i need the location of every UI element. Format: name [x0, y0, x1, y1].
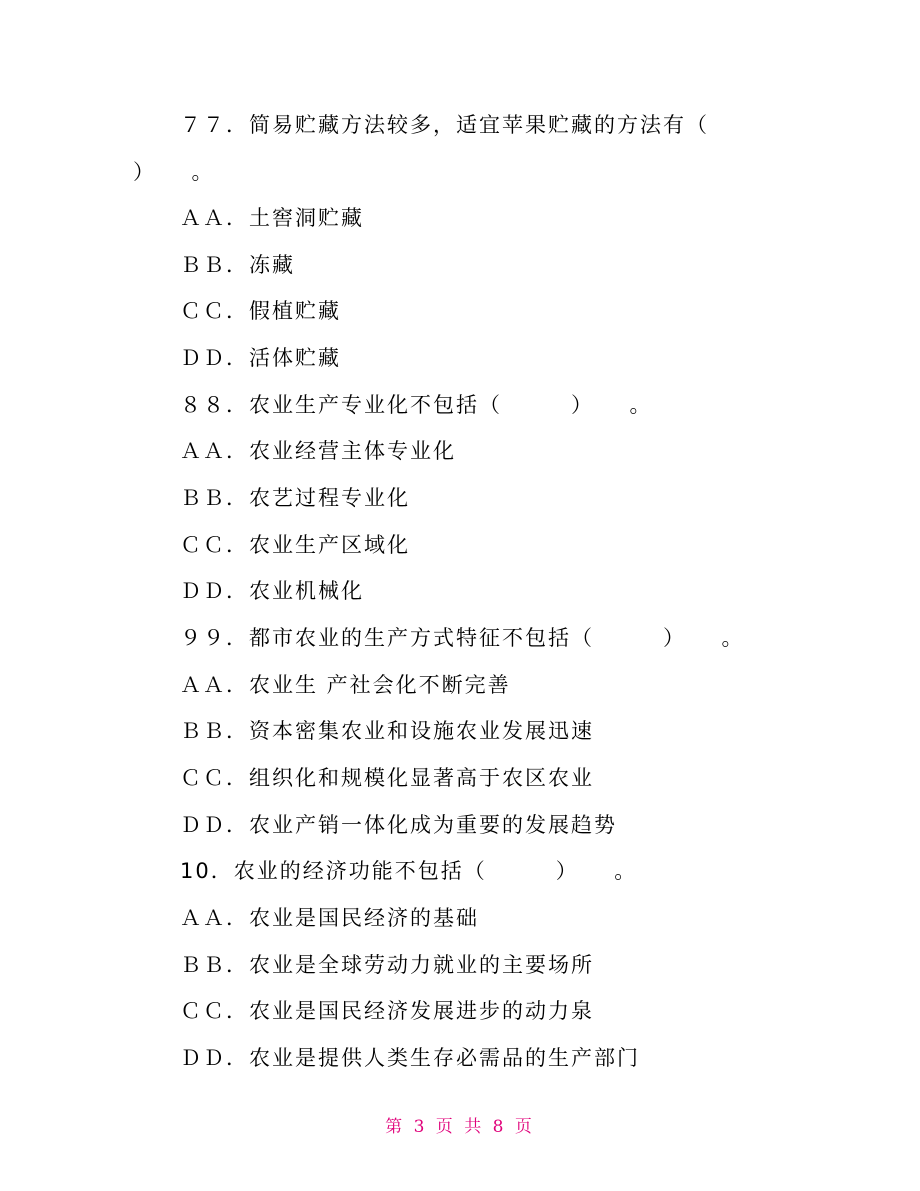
question-7-option-b: ＢＢ．冻藏 — [180, 253, 295, 277]
question-7-option-a: ＡＡ．土窖洞贮藏 — [180, 206, 364, 230]
question-8-option-d: ＤＤ．农业机械化 — [180, 579, 364, 603]
question-7-stem-continued: ） 。 — [133, 160, 215, 184]
question-9-option-b: ＢＢ．资本密集农业和设施农业发展迅速 — [180, 719, 594, 743]
question-10-option-d: ＤＤ．农业是提供人类生存必需品的生产部门 — [180, 1046, 640, 1070]
question-7-stem: ７７．简易贮藏方法较多，适宜苹果贮藏的方法有（ — [180, 113, 709, 137]
page-number-footer: 第 3 页 共 8 页 — [385, 1117, 535, 1137]
question-10-option-c: ＣＣ．农业是国民经济发展进步的动力泉 — [180, 999, 594, 1023]
question-10-stem: 10．农业的经济功能不包括（ ） 。 — [180, 859, 638, 883]
question-9-stem: ９９．都市农业的生产方式特征不包括（ ） 。 — [180, 626, 745, 650]
question-7-option-d: ＤＤ．活体贮藏 — [180, 346, 341, 370]
question-10-option-a: ＡＡ．农业是国民经济的基础 — [180, 906, 479, 930]
question-8-option-c: ＣＣ．农业生产区域化 — [180, 533, 410, 557]
question-8-option-b: ＢＢ．农艺过程专业化 — [180, 486, 410, 510]
question-8-option-a: ＡＡ．农业经营主体专业化 — [180, 439, 456, 463]
question-10-option-b: ＢＢ．农业是全球劳动力就业的主要场所 — [180, 953, 594, 977]
question-7-option-c: ＣＣ．假植贮藏 — [180, 299, 341, 323]
question-9-option-a: ＡＡ．农业生 产社会化不断完善 — [180, 673, 511, 697]
question-8-stem: ８８．农业生产专业化不包括（ ） 。 — [180, 393, 653, 417]
question-9-option-d: ＤＤ．农业产销一体化成为重要的发展趋势 — [180, 813, 617, 837]
question-9-option-c: ＣＣ．组织化和规模化显著高于农区农业 — [180, 766, 594, 790]
